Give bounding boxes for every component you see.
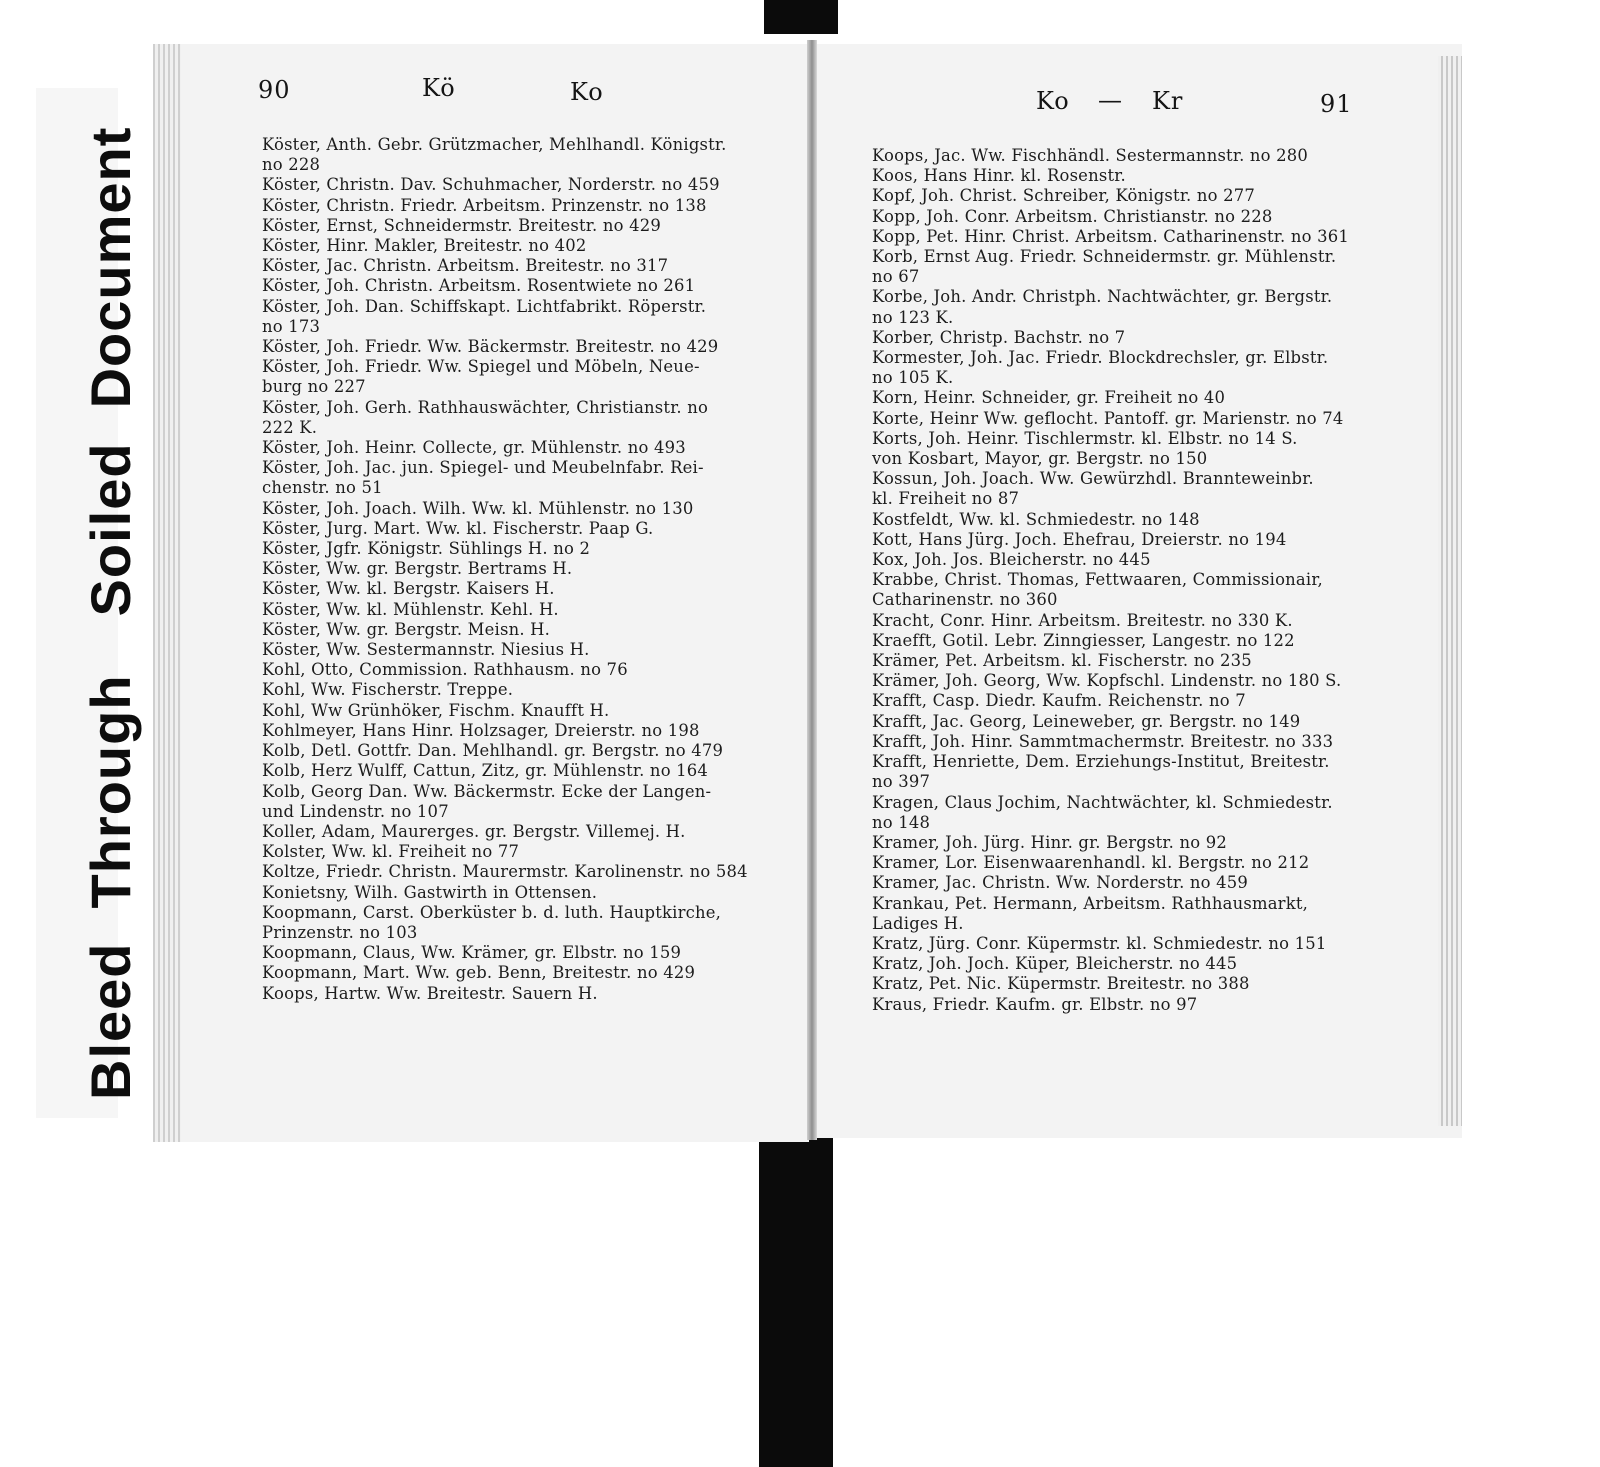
entry-line: Krankau, Pet. Hermann, Arbeitsm. Rathhausmarkt,: [872, 893, 1309, 913]
directory-entry: [872, 631, 1392, 651]
entry-line: Köster, Jac. Christn. Arbeitsm. Breitestr. no 317: [262, 256, 669, 276]
entry-line: Korb, Ernst Aug. Friedr. Schneidermstr. gr. Mühlenstr.: [872, 247, 1337, 267]
entry-line: Köster, Anth. Gebr. Grützmacher, Mehlhandl. Königstr.: [262, 135, 727, 154]
directory-entry: [872, 894, 1392, 934]
directory-entry: [872, 833, 1392, 853]
directory-entry: [872, 853, 1392, 873]
left-directory-entries: [262, 135, 782, 1004]
entry-line: Kormester, Joh. Jac. Friedr. Blockdrechsler, gr. Elbstr.: [872, 348, 1329, 368]
entry-continuation-line: no 123 K.: [872, 307, 954, 327]
entry-line: Kraus, Friedr. Kaufm. gr. Elbstr. no 97: [872, 994, 1198, 1014]
entry-line: Korbe, Joh. Andr. Christph. Nachtwächter, gr. Bergstr.: [872, 287, 1333, 307]
entry-line: Köster, Joh. Jac. jun. Spiegel- und Meubelnfabr. Rei-: [262, 458, 704, 478]
right-page-edges: [1438, 56, 1462, 1126]
directory-entry: [262, 236, 782, 256]
left-header-ko: Ko: [570, 78, 604, 106]
condition-stamp: [78, 127, 143, 1100]
directory-entry: [262, 458, 782, 498]
stamp-word-through: Through: [79, 674, 142, 909]
entry-line: Kramer, Lor. Eisenwaarenhandl. kl. Bergstr. no 212: [872, 853, 1310, 873]
entry-line: Korte, Heinr Ww. geflocht. Pantoff. gr. Marienstr. no 74: [872, 408, 1344, 428]
directory-entry: [872, 934, 1392, 954]
entry-line: Köster, Joh. Gerh. Rathhauswächter, Christianstr. no: [262, 397, 709, 417]
entry-line: Kolster, Ww. kl. Freiheit no 77: [262, 842, 520, 862]
entry-line: Köster, Christn. Dav. Schuhmacher, Norderstr. no 459: [262, 175, 720, 195]
entry-line: Koltze, Friedr. Christn. Maurermstr. Karolinenstr. no 584: [262, 862, 748, 882]
directory-entry: [262, 196, 782, 216]
book-gutter: [807, 40, 817, 1140]
directory-entry: [262, 579, 782, 599]
left-header-kö: Kö: [422, 74, 456, 102]
directory-entry: [872, 712, 1392, 732]
directory-entry: [872, 287, 1392, 327]
entry-line: Krafft, Jac. Georg, Leineweber, gr. Bergstr. no 149: [872, 711, 1301, 731]
directory-entry: [872, 732, 1392, 752]
entry-line: Köster, Joh. Friedr. Ww. Bäckermstr. Breitestr. no 429: [262, 337, 719, 357]
entry-line: Kohl, Ww Grünhöker, Fischm. Knaufft H.: [262, 700, 610, 720]
directory-entry: [262, 903, 782, 943]
directory-entry: [262, 761, 782, 781]
directory-entry: [262, 216, 782, 236]
entry-line: Köster, Ww. Sestermannstr. Niesius H.: [262, 640, 590, 660]
directory-entry: [262, 519, 782, 539]
directory-entry: [262, 701, 782, 721]
directory-entry: [872, 954, 1392, 974]
stamp-word-document: Document: [79, 126, 142, 409]
entry-line: Kohlmeyer, Hans Hinr. Holzsager, Dreierstr. no 198: [262, 720, 700, 740]
entry-line: Kopp, Joh. Conr. Arbeitsm. Christianstr. no 228: [872, 206, 1273, 226]
entry-continuation-line: no 173: [262, 316, 321, 336]
directory-entry: [872, 328, 1392, 348]
entry-line: Korber, Christp. Bachstr. no 7: [872, 327, 1126, 347]
entry-line: Koos, Hans Hinr. kl. Rosenstr.: [872, 166, 1126, 186]
entry-continuation-line: no 105 K.: [872, 368, 954, 388]
entry-line: Köster, Ww. kl. Mühlenstr. Kehl. H.: [262, 599, 559, 619]
entry-line: Kolb, Detl. Gottfr. Dan. Mehlhandl. gr. Bergstr. no 479: [262, 741, 724, 761]
entry-line: Köster, Ww. gr. Bergstr. Meisn. H.: [262, 619, 551, 639]
entry-line: Kopp, Pet. Hinr. Christ. Arbeitsm. Catharinenstr. no 361: [872, 226, 1349, 246]
directory-entry: [262, 822, 782, 842]
entry-line: Kohl, Otto, Commission. Rathhausm. no 76: [262, 660, 628, 680]
entry-continuation-line: und Lindenstr. no 107: [262, 801, 449, 821]
stamp-word-bleed: Bleed: [79, 942, 142, 1100]
entry-line: Kohl, Ww. Fischerstr. Treppe.: [262, 680, 514, 700]
entry-line: Kramer, Joh. Jürg. Hinr. gr. Bergstr. no 92: [872, 832, 1227, 852]
directory-entry: [262, 256, 782, 276]
entry-line: Kolb, Herz Wulff, Cattun, Zitz, gr. Mühlenstr. no 164: [262, 761, 709, 781]
entry-line: von Kosbart, Mayor, gr. Bergstr. no 150: [872, 449, 1208, 469]
entry-line: Krafft, Henriette, Dem. Erziehungs-Institut, Breitestr.: [872, 752, 1330, 772]
entry-line: Kopf, Joh. Christ. Schreiber, Königstr. no 277: [872, 186, 1255, 206]
directory-entry: [262, 175, 782, 195]
directory-entry: [872, 611, 1392, 631]
directory-entry: [262, 963, 782, 983]
directory-entry: [262, 499, 782, 519]
entry-line: Koopmann, Mart. Ww. geb. Benn, Breitestr. no 429: [262, 963, 696, 983]
directory-entry: [872, 793, 1392, 833]
entry-continuation-line: no 397: [872, 772, 931, 792]
right-directory-entries: [872, 146, 1392, 1015]
entry-line: Kox, Joh. Jos. Bleicherstr. no 445: [872, 550, 1151, 570]
directory-entry: [262, 559, 782, 579]
entry-line: Köster, Jurg. Mart. Ww. kl. Fischerstr. Paap G.: [262, 518, 654, 538]
left-page-number: 90: [258, 76, 291, 104]
directory-entry: [872, 530, 1392, 550]
entry-line: Köster, Joh. Heinr. Collecte, gr. Mühlenstr. no 493: [262, 438, 686, 458]
directory-entry: [872, 146, 1392, 166]
entry-continuation-line: no 148: [872, 812, 931, 832]
entry-line: Koopmann, Carst. Oberküster b. d. luth. Hauptkirche,: [262, 902, 722, 922]
entry-line: Köster, Jgfr. Königstr. Sühlings H. no 2: [262, 539, 591, 559]
entry-line: Kracht, Conr. Hinr. Arbeitsm. Breitestr. no 330 K.: [872, 610, 1293, 630]
entry-line: Krafft, Casp. Diedr. Kaufm. Reichenstr. no 7: [872, 691, 1246, 711]
directory-entry: [262, 357, 782, 397]
entry-line: Köster, Joh. Joach. Wilh. Ww. kl. Mühlenstr. no 130: [262, 498, 694, 518]
directory-entry: [872, 348, 1392, 388]
entry-line: Köster, Christn. Friedr. Arbeitsm. Prinzenstr. no 138: [262, 195, 707, 215]
directory-entry: [262, 600, 782, 620]
directory-entry: [872, 247, 1392, 287]
entry-continuation-line: burg no 227: [262, 377, 366, 397]
directory-entry: [872, 469, 1392, 509]
entry-line: Kragen, Claus Jochim, Nachtwächter, kl. Schmiedestr.: [872, 792, 1333, 812]
entry-line: Köster, Ww. gr. Bergstr. Bertrams H.: [262, 559, 573, 579]
entry-continuation-line: Catharinenstr. no 360: [872, 590, 1058, 610]
entry-continuation-line: Ladiges H.: [872, 913, 964, 933]
directory-entry: [872, 207, 1392, 227]
entry-line: Krämer, Pet. Arbeitsm. kl. Fischerstr. no 235: [872, 651, 1252, 671]
entry-continuation-line: kl. Freiheit no 87: [872, 489, 1020, 509]
directory-entry: [872, 510, 1392, 530]
right-page-number: 91: [1320, 90, 1353, 118]
directory-entry: [872, 651, 1392, 671]
directory-entry: [262, 620, 782, 640]
entry-line: Kratz, Jürg. Conr. Küpermstr. kl. Schmiedestr. no 151: [872, 933, 1327, 953]
directory-entry: [262, 680, 782, 700]
entry-line: Konietsny, Wilh. Gastwirth in Ottensen.: [262, 882, 598, 902]
stamp-word-soiled: Soiled: [79, 442, 142, 617]
directory-entry: [872, 550, 1392, 570]
entry-line: Köster, Joh. Christn. Arbeitsm. Rosentwiete no 261: [262, 276, 696, 296]
entry-line: Kossun, Joh. Joach. Ww. Gewürzhdl. Brannteweinbr.: [872, 469, 1314, 489]
left-page-edges: [153, 44, 181, 1142]
entry-line: Kramer, Jac. Christn. Ww. Norderstr. no 459: [872, 873, 1249, 893]
entry-line: Koopmann, Claus, Ww. Krämer, gr. Elbstr. no 159: [262, 943, 682, 963]
directory-entry: [872, 186, 1392, 206]
entry-line: Kratz, Pet. Nic. Küpermstr. Breitestr. no 388: [872, 974, 1250, 994]
directory-entry: [872, 995, 1392, 1015]
directory-entry: [262, 984, 782, 1004]
entry-line: Köster, Ww. kl. Bergstr. Kaisers H.: [262, 579, 555, 599]
entry-line: Koller, Adam, Maurerges. gr. Bergstr. Villemej. H.: [262, 821, 686, 841]
entry-line: Koops, Hartw. Ww. Breitestr. Sauern H.: [262, 983, 598, 1003]
directory-entry: [872, 752, 1392, 792]
entry-line: Köster, Ernst, Schneidermstr. Breitestr. no 429: [262, 215, 661, 235]
entry-line: Kostfeldt, Ww. kl. Schmiedestr. no 148: [872, 509, 1200, 529]
directory-entry: [262, 660, 782, 680]
entry-line: Korn, Heinr. Schneider, gr. Freiheit no 40: [872, 388, 1226, 408]
directory-entry: [262, 862, 782, 882]
entry-continuation-line: Prinzenstr. no 103: [262, 922, 418, 942]
entry-line: Krämer, Joh. Georg, Ww. Kopfschl. Lindenstr. no 180 S.: [872, 671, 1342, 691]
directory-entry: [262, 782, 782, 822]
directory-entry: [872, 227, 1392, 247]
right-header-kr: Kr: [1152, 87, 1184, 115]
directory-entry: [872, 873, 1392, 893]
directory-entry: [872, 691, 1392, 711]
directory-entry: [872, 449, 1392, 469]
entry-line: Korts, Joh. Heinr. Tischlermstr. kl. Elbstr. no 14 S.: [872, 428, 1298, 448]
directory-entry: [262, 438, 782, 458]
directory-entry: [262, 297, 782, 337]
directory-entry: [262, 539, 782, 559]
directory-entry: [262, 883, 782, 903]
entry-line: Kraefft, Gotil. Lebr. Zinngiesser, Langestr. no 122: [872, 630, 1295, 650]
directory-entry: [872, 166, 1392, 186]
entry-line: Kolb, Georg Dan. Ww. Bäckermstr. Ecke der Langen-: [262, 781, 712, 801]
directory-entry: [262, 640, 782, 660]
entry-line: Kratz, Joh. Joch. Küper, Bleicherstr. no 445: [872, 954, 1238, 974]
directory-entry: [262, 276, 782, 296]
binding-strip-bottom: [759, 1134, 833, 1467]
directory-entry: [872, 570, 1392, 610]
entry-line: Koops, Jac. Ww. Fischhändl. Sestermannstr. no 280: [872, 146, 1309, 165]
right-header-dash: —: [1098, 86, 1123, 114]
directory-entry: [262, 337, 782, 357]
directory-entry: [872, 388, 1392, 408]
directory-entry: [262, 741, 782, 761]
directory-entry: [262, 842, 782, 862]
entry-continuation-line: 222 K.: [262, 417, 318, 437]
directory-entry: [872, 409, 1392, 429]
entry-continuation-line: no 67: [872, 267, 920, 287]
directory-entry: [262, 135, 782, 175]
entry-line: Kott, Hans Jürg. Joch. Ehefrau, Dreierstr. no 194: [872, 529, 1287, 549]
entry-continuation-line: chenstr. no 51: [262, 478, 383, 498]
entry-line: Köster, Hinr. Makler, Breitestr. no 402: [262, 236, 587, 256]
entry-line: Köster, Joh. Friedr. Ww. Spiegel und Möbeln, Neue-: [262, 357, 700, 377]
directory-entry: [872, 974, 1392, 994]
entry-line: Köster, Joh. Dan. Schiffskapt. Lichtfabrikt. Röperstr.: [262, 296, 707, 316]
directory-entry: [872, 671, 1392, 691]
directory-entry: [262, 398, 782, 438]
entry-line: Krafft, Joh. Hinr. Sammtmachermstr. Breitestr. no 333: [872, 731, 1334, 751]
directory-entry: [872, 429, 1392, 449]
right-header-ko: Ko: [1036, 87, 1070, 115]
entry-continuation-line: no 228: [262, 155, 321, 175]
binding-strip-top: [764, 0, 838, 34]
directory-entry: [262, 721, 782, 741]
directory-entry: [262, 943, 782, 963]
entry-line: Krabbe, Christ. Thomas, Fettwaaren, Commissionair,: [872, 570, 1323, 590]
